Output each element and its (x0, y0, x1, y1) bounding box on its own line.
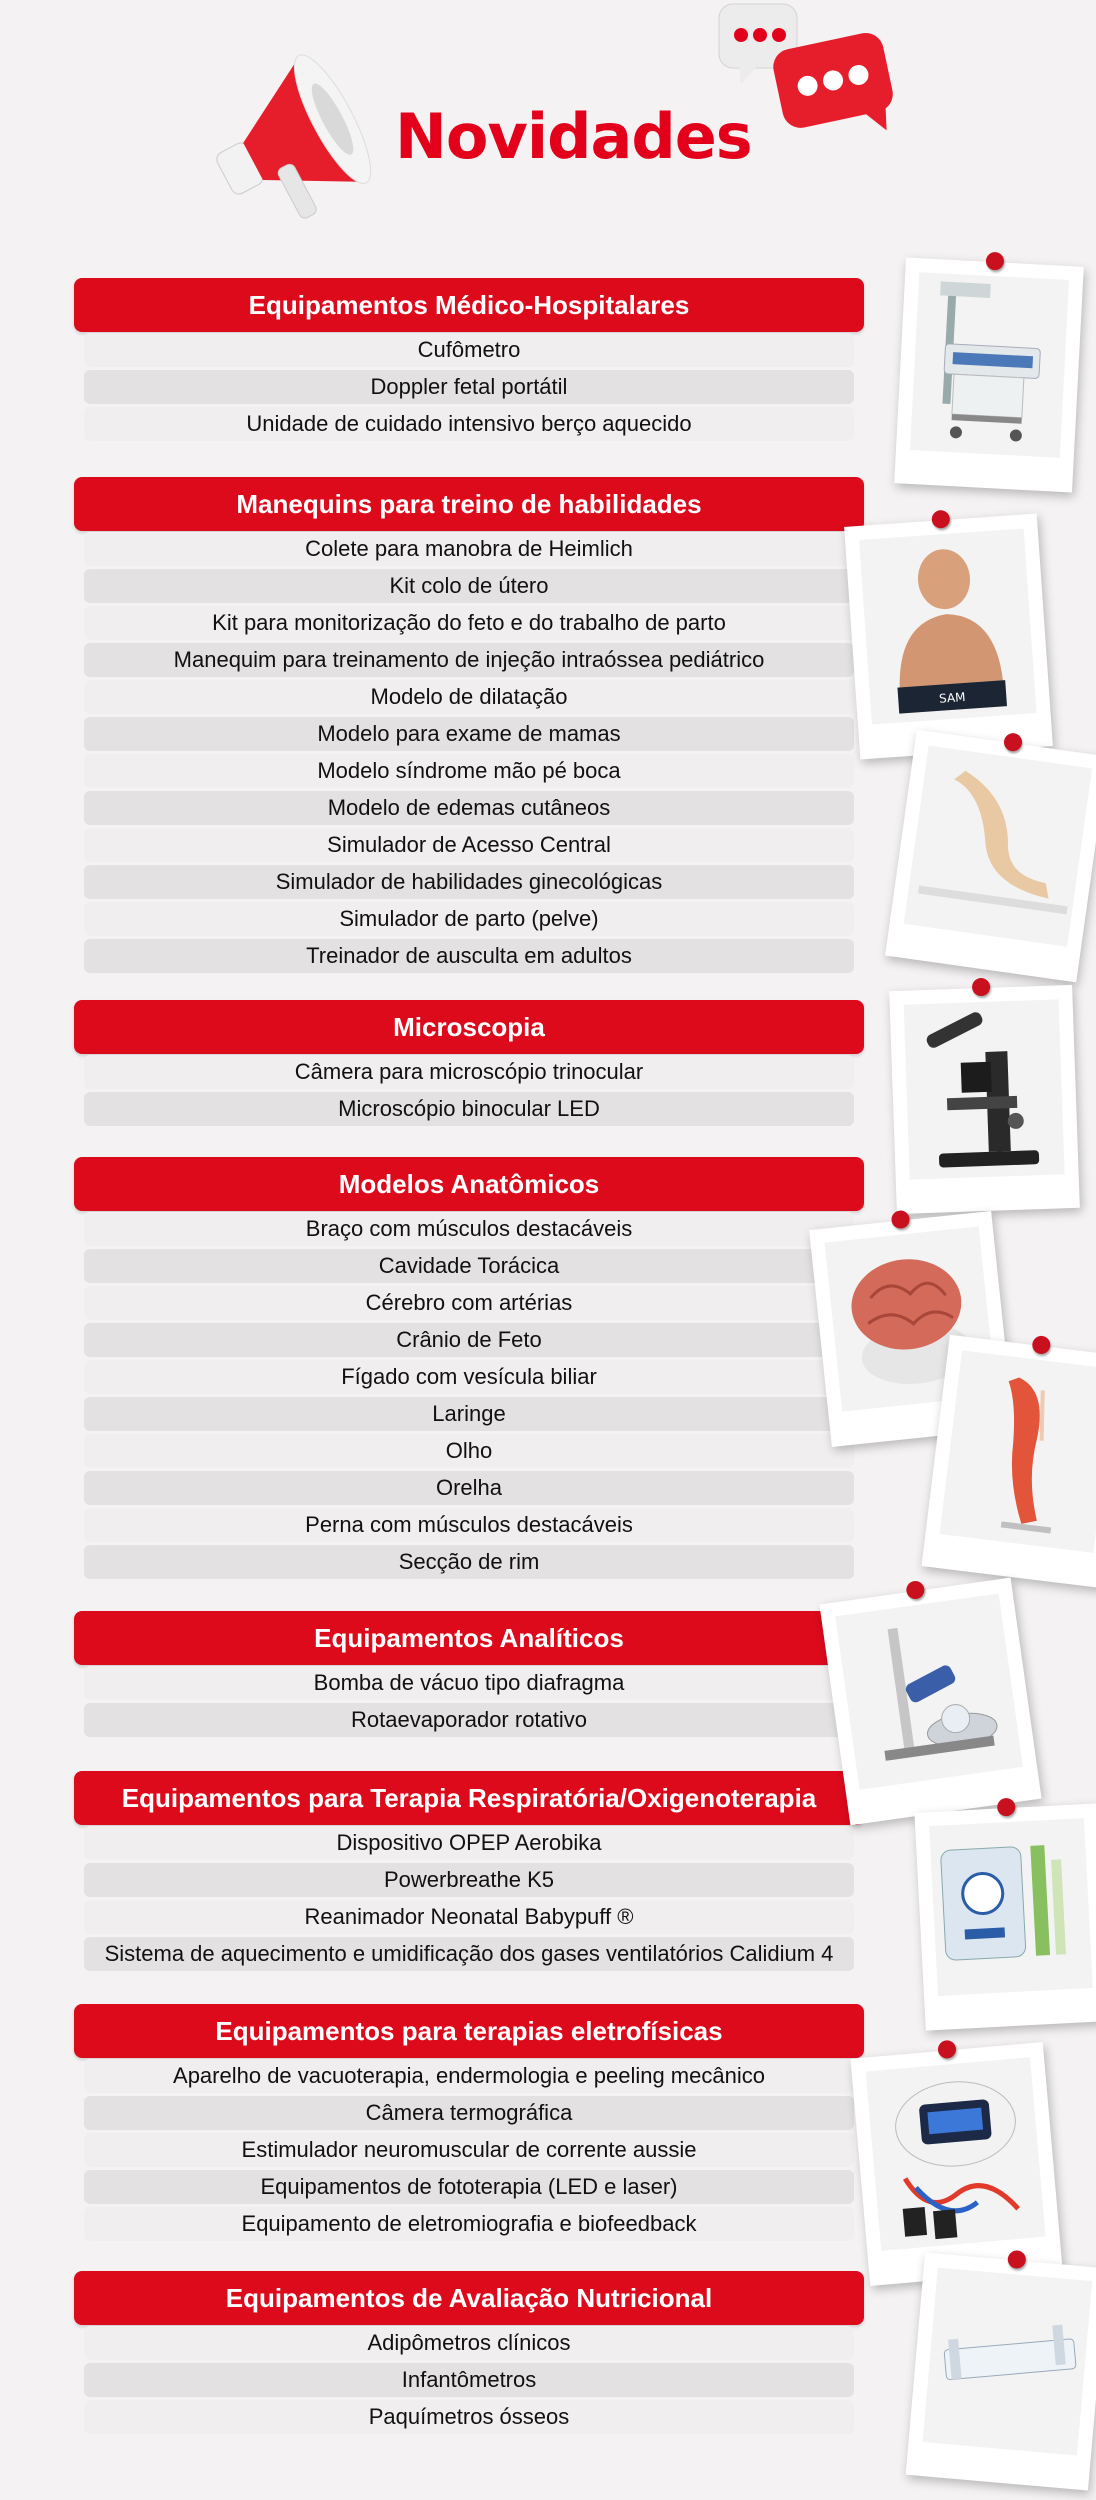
incubator-photo (894, 257, 1084, 492)
section-title: Equipamentos para terapias eletrofísicas (74, 2004, 864, 2058)
list-item: Treinador de ausculta em adultos (84, 939, 854, 973)
rotary-evaporator-photo (819, 1578, 1041, 1826)
section-title: Microscopia (74, 1000, 864, 1054)
list-item: Modelo de dilatação (84, 680, 854, 714)
section-analytical-equipment (74, 1611, 864, 1740)
list-item: Equipamento de eletromiografia e biofeedback (84, 2207, 854, 2241)
list-item: Olho (84, 1434, 854, 1468)
page-title: Novidades (395, 100, 752, 173)
list-item: Colete para manobra de Heimlich (84, 532, 854, 566)
section-respiratory-therapy (74, 1771, 864, 1974)
list-item: Fígado com vesícula biliar (84, 1360, 854, 1394)
list-item: Modelo para exame de mamas (84, 717, 854, 751)
megaphone-icon (205, 40, 375, 230)
list-item: Kit colo de útero (84, 569, 854, 603)
pin-icon (971, 978, 990, 997)
section-microscopy (74, 1000, 864, 1129)
list-item: Secção de rim (84, 1545, 854, 1579)
list-item: Laringe (84, 1397, 854, 1431)
list-item: Equipamentos de fototerapia (LED e laser) (84, 2170, 854, 2204)
arm-model-photo (885, 730, 1096, 983)
list-item: Câmera para microscópio trinocular (84, 1055, 854, 1089)
section-title: Manequins para treino de habilidades (74, 477, 864, 531)
pin-icon (1007, 2250, 1027, 2270)
list-item: Modelo de edemas cutâneos (84, 791, 854, 825)
list-item: Aparelho de vacuoterapia, endermologia e peeling mecânico (84, 2059, 854, 2093)
list-item: Unidade de cuidado intensivo berço aquecido (84, 407, 854, 441)
list-item: Bomba de vácuo tipo diafragma (84, 1666, 854, 1700)
section-title: Equipamentos de Avaliação Nutricional (74, 2271, 864, 2325)
list-item: Microscópio binocular LED (84, 1092, 854, 1126)
list-item: Orelha (84, 1471, 854, 1505)
section-medical-hospital-equipment (74, 278, 864, 444)
list-item: Doppler fetal portátil (84, 370, 854, 404)
list-item: Braço com músculos destacáveis (84, 1212, 854, 1246)
list-item: Câmera termográfica (84, 2096, 854, 2130)
list-item: Estimulador neuromuscular de corrente aussie (84, 2133, 854, 2167)
list-item: Cufômetro (84, 333, 854, 367)
electrotherapy-device-photo (850, 2042, 1062, 2286)
pin-icon (905, 1580, 925, 1600)
section-electrophysical-therapy (74, 2004, 864, 2244)
section-title: Equipamentos Analíticos (74, 1611, 864, 1665)
section-title: Equipamentos para Terapia Respiratória/Oxigenoterapia (74, 1771, 864, 1825)
pin-icon (931, 510, 950, 529)
list-item: Rotaevaporador rotativo (84, 1703, 854, 1737)
list-item: Cavidade Torácica (84, 1249, 854, 1283)
list-item: Cérebro com artérias (84, 1286, 854, 1320)
list-item: Manequim para treinamento de injeção intraóssea pediátrico (84, 643, 854, 677)
pin-icon (1002, 732, 1022, 752)
section-skills-mannequins (74, 477, 864, 976)
list-item: Powerbreathe K5 (84, 1863, 854, 1897)
leg-muscle-model-photo (921, 1335, 1096, 1589)
list-item: Reanimador Neonatal Babypuff ® (84, 1900, 854, 1934)
list-item: Simulador de parto (pelve) (84, 902, 854, 936)
list-item: Infantômetros (84, 2363, 854, 2397)
section-nutritional-assessment (74, 2271, 864, 2437)
pin-icon (986, 252, 1005, 271)
list-item: Simulador de Acesso Central (84, 828, 854, 862)
list-item: Kit para monitorização do feto e do trabalho de parto (84, 606, 854, 640)
list-item: Simulador de habilidades ginecológicas (84, 865, 854, 899)
pin-icon (1031, 1335, 1051, 1355)
respiratory-devices-photo (914, 1803, 1096, 2030)
list-item: Sistema de aquecimento e umidificação dos gases ventilatórios Calidium 4 (84, 1937, 854, 1971)
infantometer-photo (906, 2252, 1096, 2490)
list-item: Perna com músculos destacáveis (84, 1508, 854, 1542)
list-item: Modelo síndrome mão pé boca (84, 754, 854, 788)
section-title: Equipamentos Médico-Hospitalares (74, 278, 864, 332)
pin-icon (890, 1210, 910, 1230)
page-header (0, 0, 1096, 250)
list-item: Crânio de Feto (84, 1323, 854, 1357)
section-anatomical-models (74, 1157, 864, 1582)
list-item: Dispositivo OPEP Aerobika (84, 1826, 854, 1860)
chat-bubbles-icon (715, 0, 895, 140)
pin-icon (996, 1798, 1015, 1817)
list-item: Adipômetros clínicos (84, 2326, 854, 2360)
heimlich-mannequin-photo (844, 514, 1053, 760)
pin-icon (937, 2040, 957, 2060)
section-title: Modelos Anatômicos (74, 1157, 864, 1211)
mannequin-brand-label: SAM (938, 689, 966, 706)
list-item: Paquímetros ósseos (84, 2400, 854, 2434)
microscope-photo (889, 985, 1080, 1214)
